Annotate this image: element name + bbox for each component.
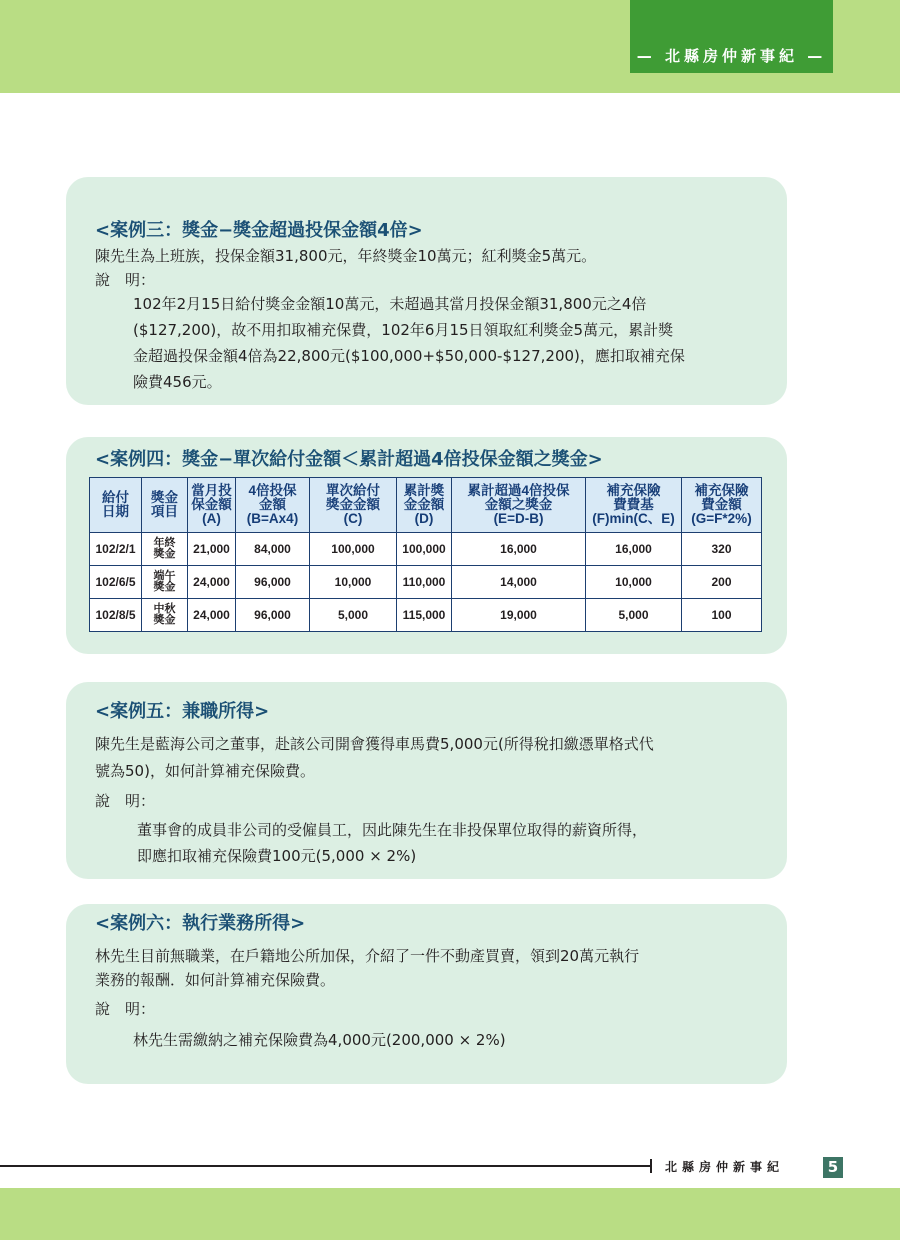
case6-intro-line: 業務的報酬．如何計算補充保險費。 (95, 971, 336, 989)
case4-heading: <案例四：獎金−單次給付金額＜累計超過4倍投保金額之獎金> (95, 449, 603, 470)
column-header-date: 給付 日期 (90, 478, 142, 533)
case5-explain-label: 說 明： (95, 792, 156, 810)
cell-item: 年終 獎金 (142, 533, 188, 566)
case3-heading: <案例三：獎金−獎金超過投保金額4倍> (95, 220, 423, 241)
case5-intro-line: 陳先生是藍海公司之董事，赴該公司開會獲得車馬費5,000元(所得稅扣繳憑單格式代 (95, 735, 654, 753)
cell-d: 110,000 (397, 566, 452, 599)
cell-b: 84,000 (236, 533, 310, 566)
case6-explain-line: 林先生需繳納之補充保險費為4,000元(200,000 × 2%) (133, 1031, 506, 1049)
cell-c: 5,000 (310, 599, 397, 632)
case3-explain-line: ($127,200)，故不用扣取補充保費，102年6月15日領取紅利獎金5萬元，累計獎 (133, 321, 674, 339)
footer-rule (0, 1165, 650, 1167)
cell-e: 19,000 (452, 599, 586, 632)
cell-a: 24,000 (188, 566, 236, 599)
case6-explain-label: 說 明： (95, 1000, 156, 1018)
cell-item: 端午 獎金 (142, 566, 188, 599)
cell-d: 115,000 (397, 599, 452, 632)
table-row (90, 599, 762, 632)
cell-a: 24,000 (188, 599, 236, 632)
cell-date: 102/2/1 (90, 533, 142, 566)
cell-b: 96,000 (236, 566, 310, 599)
column-header-item: 獎金 項目 (142, 478, 188, 533)
cell-c: 10,000 (310, 566, 397, 599)
cell-date: 102/6/5 (90, 566, 142, 599)
cell-d: 100,000 (397, 533, 452, 566)
case5-heading: <案例五：兼職所得> (95, 701, 270, 722)
column-header-b: 4倍投保 金額 (B=Ax4) (236, 478, 310, 533)
column-header-a: 當月投 保金額 (A) (188, 478, 236, 533)
page-number: 5 (823, 1157, 843, 1178)
cell-g: 320 (682, 533, 762, 566)
case5-intro-line: 號為50)，如何計算補充保險費。 (95, 762, 315, 780)
case3-explain-label: 說 明： (95, 271, 156, 289)
column-header-g: 補充保險 費金額 (G=F*2%) (682, 478, 762, 533)
column-header-d: 累計獎 金金額 (D) (397, 478, 452, 533)
cell-a: 21,000 (188, 533, 236, 566)
column-header-c: 單次給付 獎金金額 (C) (310, 478, 397, 533)
case6-intro-line: 林先生目前無職業，在戶籍地公所加保，介紹了一件不動產買賣，領到20萬元執行 (95, 947, 640, 965)
footer-title: 北縣房仲新事紀 (665, 1160, 785, 1174)
case3-explain-line: 102年2月15日給付獎金金額10萬元，未超過其當月投保金額31,800元之4倍 (133, 295, 647, 313)
case3-explain-line: 險費456元。 (133, 373, 222, 391)
cell-f: 16,000 (586, 533, 682, 566)
case3-intro: 陳先生為上班族，投保金額31,800元，年終獎金10萬元；紅利獎金5萬元。 (95, 247, 597, 265)
table-row (90, 533, 762, 566)
cell-g: 200 (682, 566, 762, 599)
header-title: — 北縣房仲新事紀 — (636, 47, 827, 65)
cell-g: 100 (682, 599, 762, 632)
footer-rule-tick (650, 1159, 652, 1173)
case5-explain-line: 即應扣取補充保險費100元(5,000 × 2%) (137, 847, 417, 865)
column-header-e: 累計超過4倍投保 金額之獎金 (E=D-B) (452, 478, 586, 533)
case5-explain-line: 董事會的成員非公司的受僱員工，因此陳先生在非投保單位取得的薪資所得， (137, 821, 648, 839)
case6-heading: <案例六：執行業務所得> (95, 913, 306, 934)
cell-item: 中秋 獎金 (142, 599, 188, 632)
case3-explain-line: 金超過投保金額4倍為22,800元($100,000+$50,000-$127,200)，應扣取補充保 (133, 347, 685, 365)
cell-e: 16,000 (452, 533, 586, 566)
bonus-table (89, 477, 762, 632)
cell-e: 14,000 (452, 566, 586, 599)
cell-date: 102/8/5 (90, 599, 142, 632)
table-row (90, 566, 762, 599)
footer-band (0, 1188, 900, 1240)
cell-f: 10,000 (586, 566, 682, 599)
column-header-f: 補充保險 費費基 (F)min(C、E) (586, 478, 682, 533)
cell-b: 96,000 (236, 599, 310, 632)
cell-f: 5,000 (586, 599, 682, 632)
cell-c: 100,000 (310, 533, 397, 566)
table-header-row (90, 478, 762, 533)
